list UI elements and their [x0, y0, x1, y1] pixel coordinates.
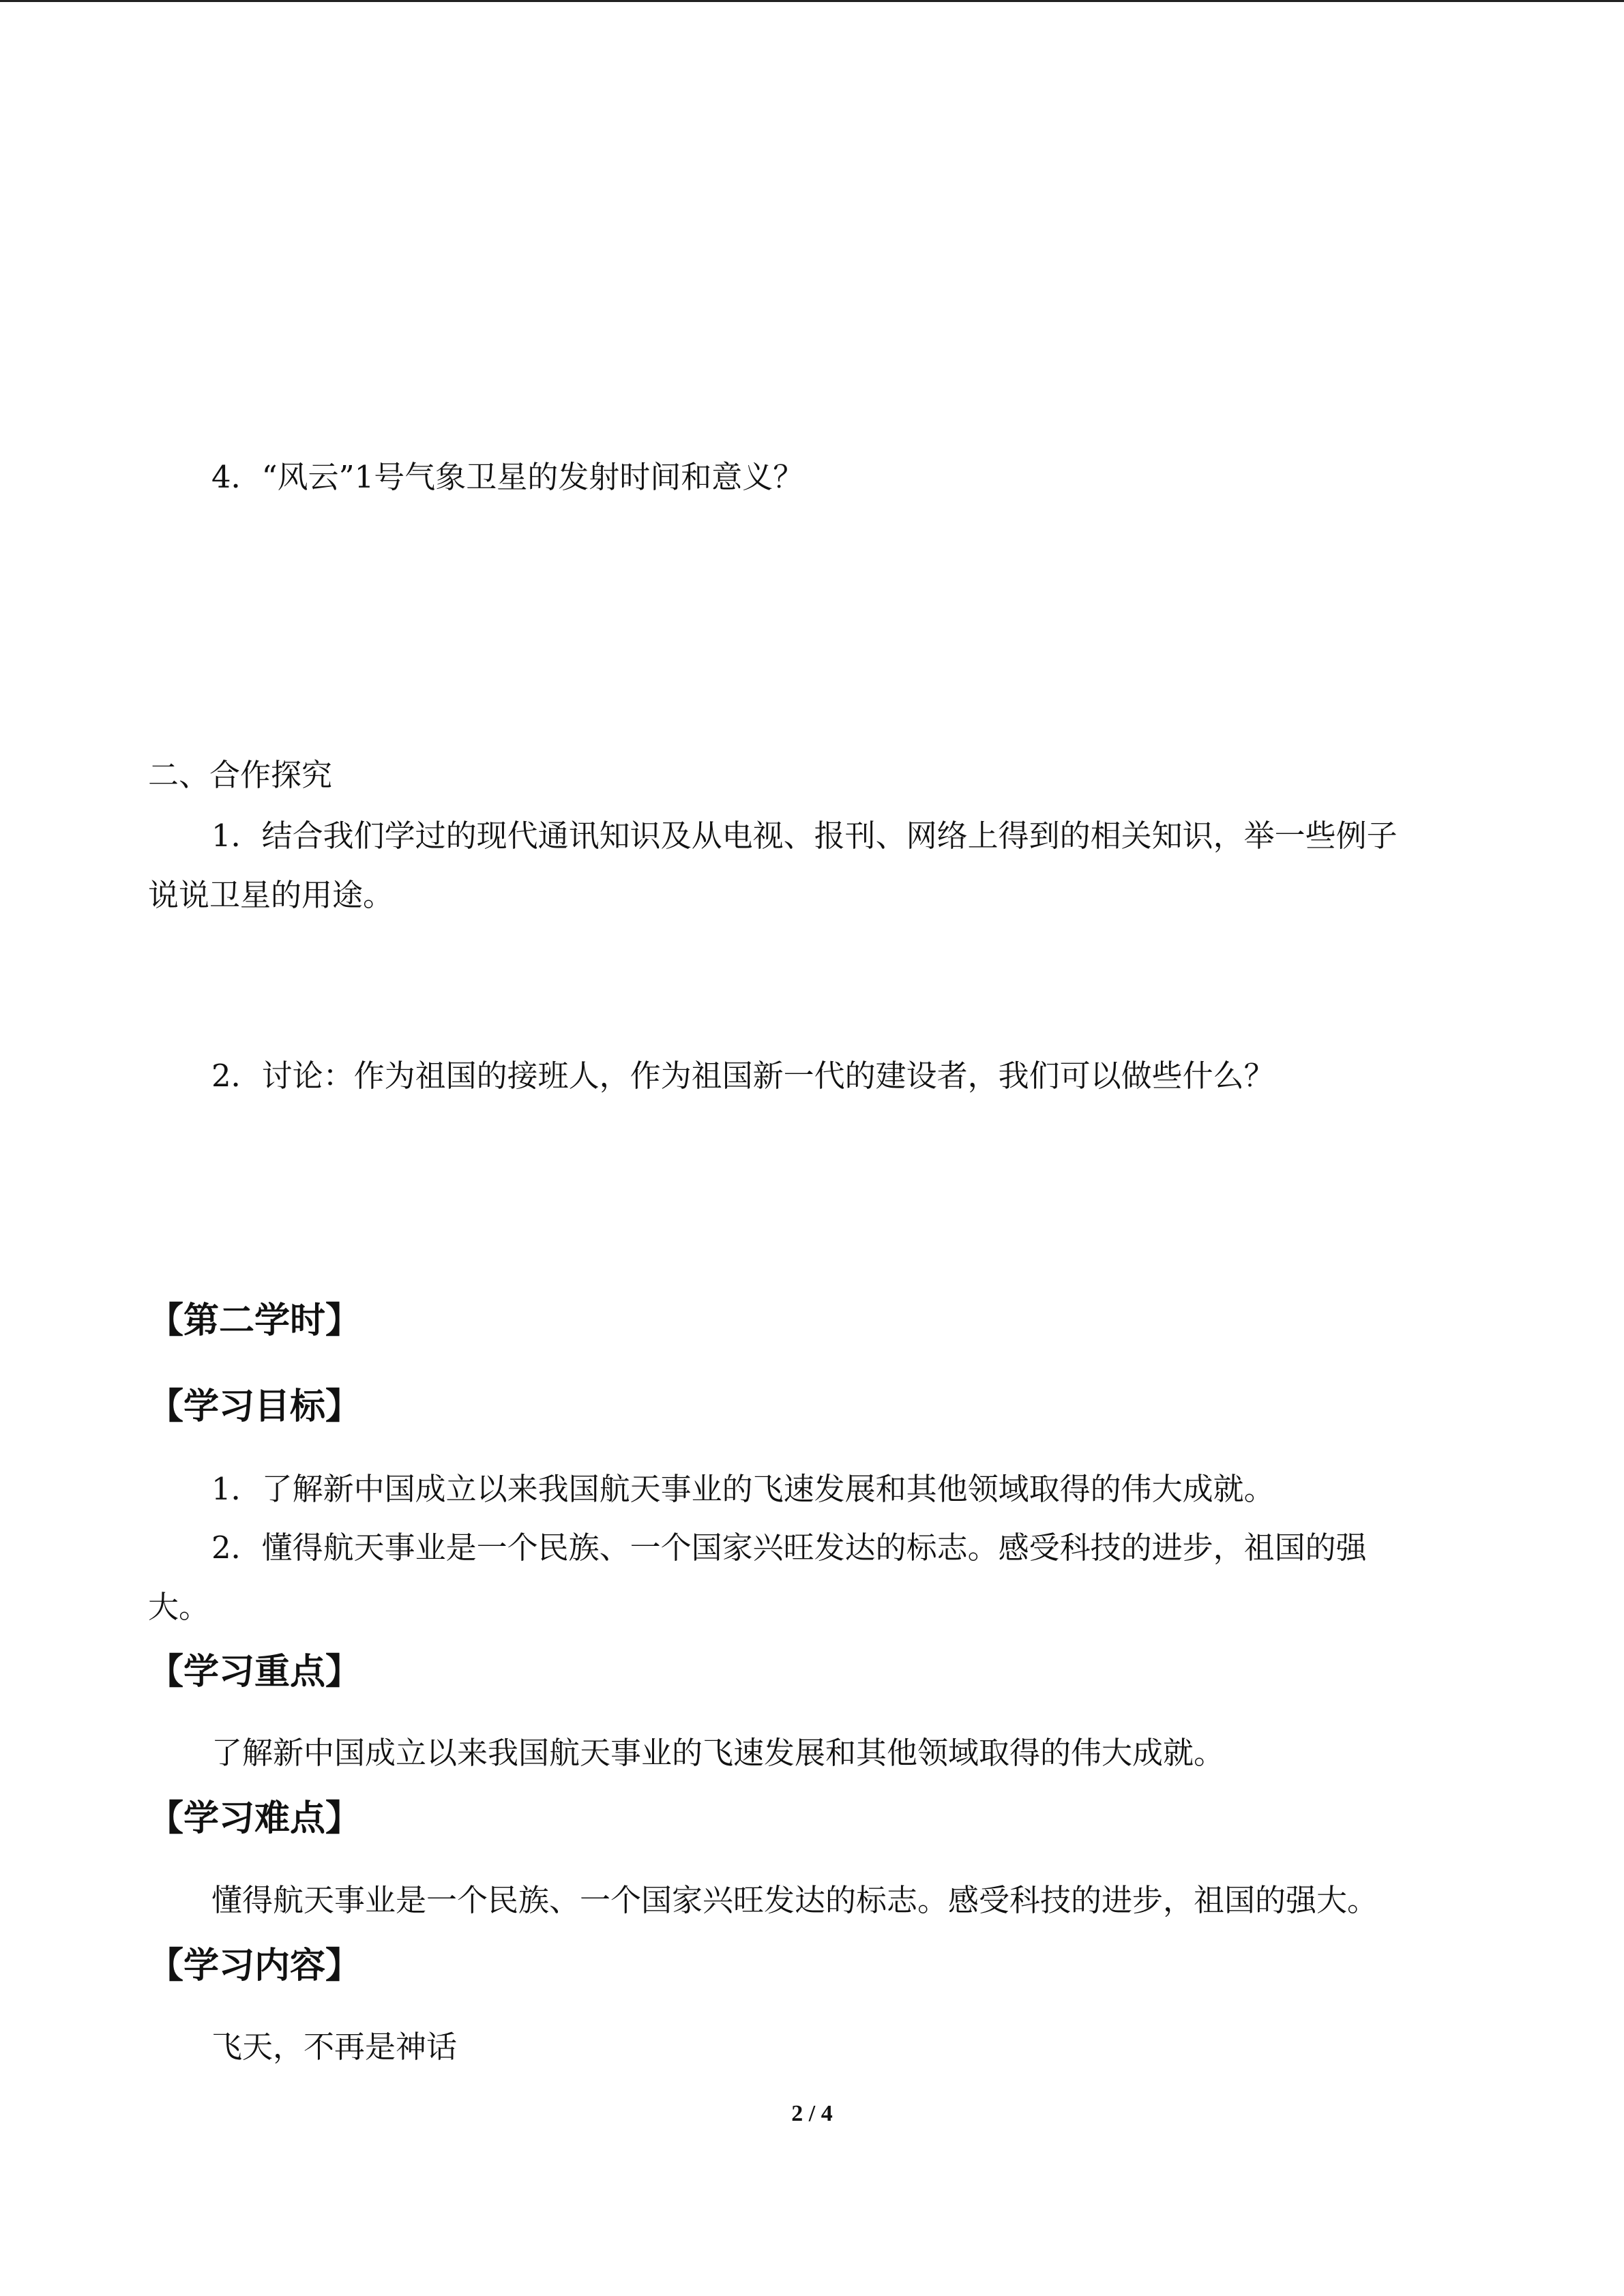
- difficulties-text: 懂得航天事业是一个民族、一个国家兴旺发达的标志。感受科技的进步，祖国的强大。: [211, 1882, 1378, 1918]
- heading-learning-content: 【学习内容】: [148, 1945, 361, 1986]
- question-4: 4．“风云”1号气象卫星的发射时间和意义？: [211, 459, 804, 495]
- heading-learning-objectives: 【学习目标】: [148, 1386, 361, 1427]
- objective-1: 1．了解新中国成立以来我国航天事业的飞速发展和其他领域取得的伟大成就。: [211, 1471, 1275, 1507]
- learning-content-text: 飞天，不再是神话: [211, 2029, 458, 2065]
- page-top-border: [0, 0, 1624, 2]
- inquiry-question-2: 2．讨论：作为祖国的接班人，作为祖国新一代的建设者，我们可以做些什么？: [211, 1058, 1275, 1094]
- heading-second-lesson: 【第二学时】: [148, 1300, 361, 1341]
- objective-2-line-1: 2．懂得航天事业是一个民族、一个国家兴旺发达的标志。感受科技的进步，祖国的强: [211, 1530, 1367, 1566]
- heading-difficulties: 【学习难点】: [148, 1798, 361, 1839]
- inquiry-question-1-line-2: 说说卫星的用途。: [148, 877, 394, 913]
- page-number: 2 / 4: [791, 2101, 833, 2126]
- heading-key-points: 【学习重点】: [148, 1652, 361, 1693]
- key-points-text: 了解新中国成立以来我国航天事业的飞速发展和其他领域取得的伟大成就。: [211, 1735, 1225, 1771]
- objective-2-line-2: 大。: [148, 1589, 210, 1625]
- section-title-cooperative-inquiry: 二、合作探究: [148, 757, 333, 793]
- inquiry-question-1-line-1: 1．结合我们学过的现代通讯知识及从电视、报刊、网络上得到的相关知识，举一些例子: [211, 818, 1398, 854]
